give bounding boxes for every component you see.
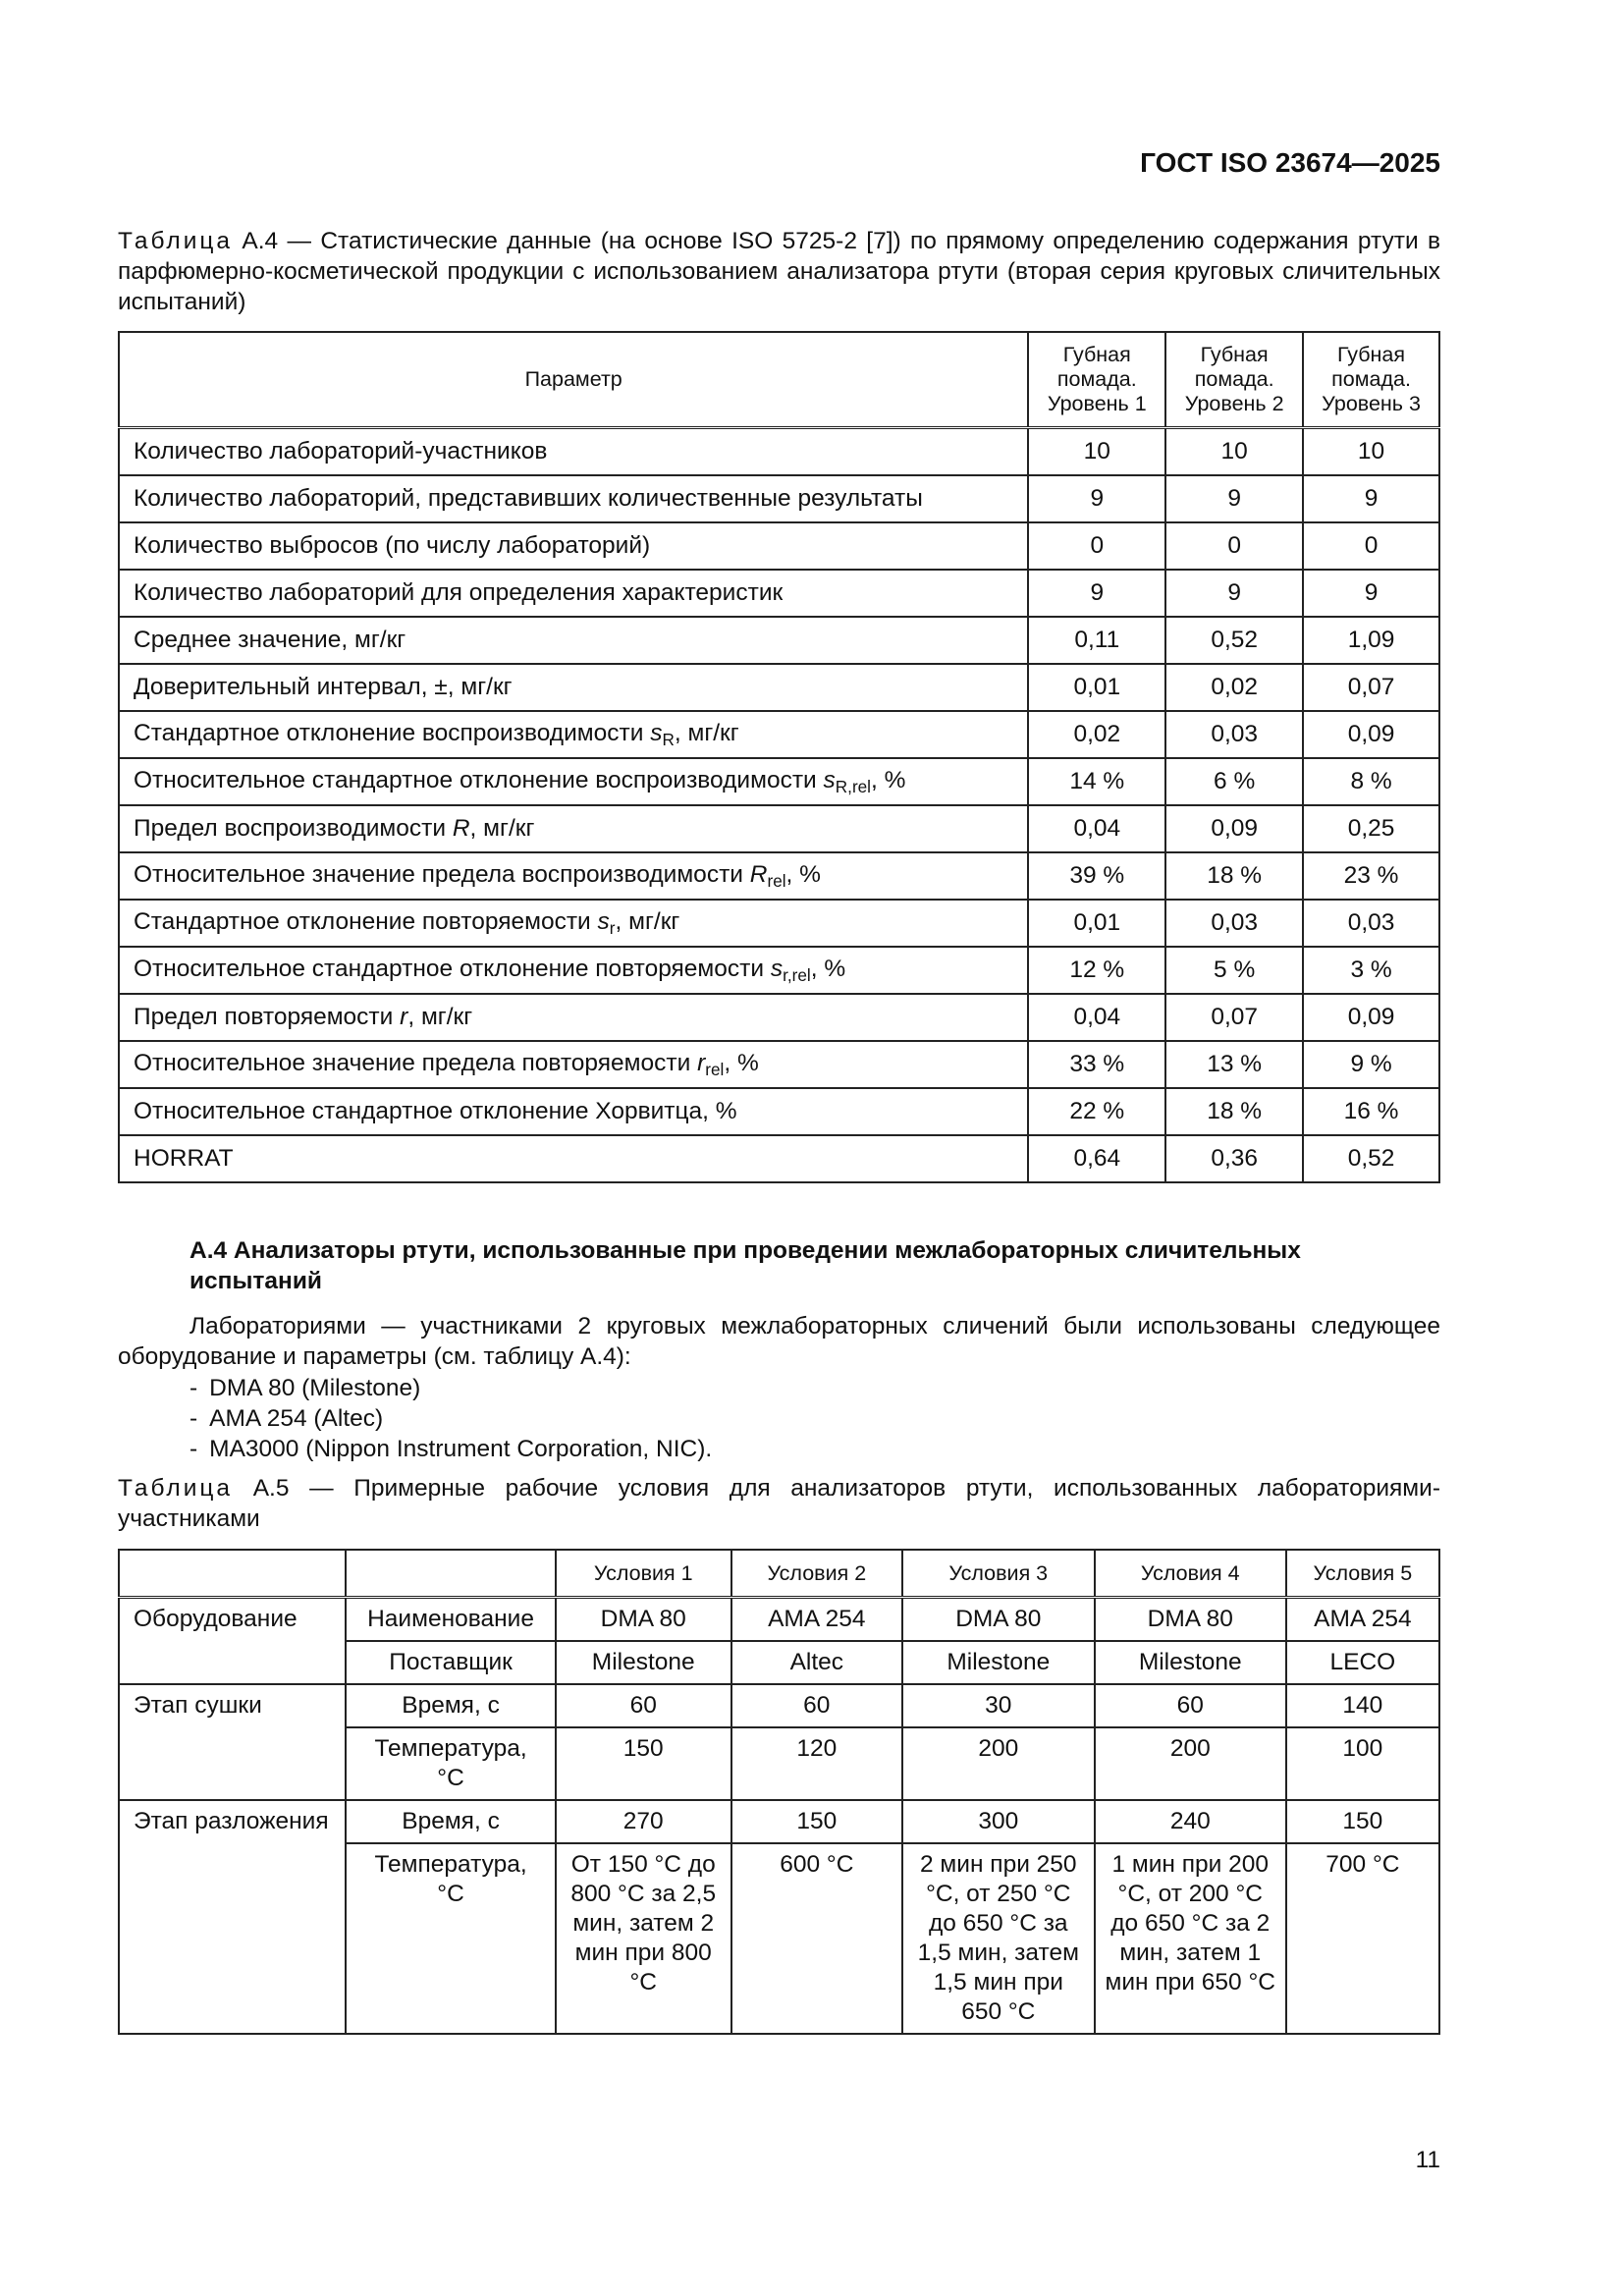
value-cell: 10 bbox=[1028, 428, 1165, 476]
table-row bbox=[119, 1598, 1439, 1642]
parameter-text: Предел повторяемости bbox=[134, 1004, 401, 1030]
value-cell: 0,04 bbox=[1028, 994, 1165, 1041]
value-cell: 10 bbox=[1165, 428, 1303, 476]
row-label-name: Наименование bbox=[346, 1598, 555, 1642]
parameter-cell bbox=[119, 994, 1028, 1041]
value-cell: 0,01 bbox=[1028, 900, 1165, 947]
table-cell: DMA 80 bbox=[902, 1598, 1095, 1642]
parameter-unit: , % bbox=[871, 766, 906, 793]
table-row bbox=[119, 570, 1439, 617]
value-cell: 5 % bbox=[1165, 947, 1303, 994]
section-paragraph: Лабораториями — участниками 2 круговых межлабораторных сличений были использованы следующее оборудование и параметры (см. таблицу А.4): bbox=[118, 1313, 1440, 1370]
parameter-cell: Количество лабораторий-участников bbox=[119, 428, 1028, 476]
symbol: R bbox=[452, 815, 470, 842]
empty-header-cell bbox=[119, 1550, 346, 1598]
parameter-text: Относительное стандартное отклонение воспроизводимости bbox=[134, 766, 824, 793]
table-cell: 150 bbox=[731, 1800, 902, 1843]
table-cell: 120 bbox=[731, 1727, 902, 1800]
parameter-text: Стандартное отклонение повторяемости bbox=[134, 907, 598, 935]
parameter-cell: Количество лабораторий для определения характеристик bbox=[119, 570, 1028, 617]
table-cell: 200 bbox=[1095, 1727, 1286, 1800]
table-cell: 60 bbox=[731, 1684, 902, 1727]
parameter-cell bbox=[119, 805, 1028, 852]
symbol-subscript: rel bbox=[705, 1059, 725, 1079]
value-cell: 0,52 bbox=[1165, 617, 1303, 664]
table-cell: 1 мин при 200 °С, от 200 °С до 650 °С за 2 мин, затем 1 мин при 650 °С bbox=[1095, 1843, 1286, 2034]
symbol-subscript: R bbox=[662, 729, 675, 749]
parameter-cell: HORRAT bbox=[119, 1135, 1028, 1182]
table-cell: LECO bbox=[1286, 1641, 1439, 1684]
value-cell: 3 % bbox=[1303, 947, 1439, 994]
parameter-cell bbox=[119, 947, 1028, 994]
table-cell: 600 °С bbox=[731, 1843, 902, 2034]
parameter-unit: , % bbox=[785, 860, 821, 888]
table-cell: DMA 80 bbox=[556, 1598, 731, 1642]
table-row bbox=[119, 947, 1439, 994]
table-cell: 300 bbox=[902, 1800, 1095, 1843]
table-cell: Altec bbox=[731, 1641, 902, 1684]
value-cell: 0,09 bbox=[1165, 805, 1303, 852]
table-cell: От 150 °С до 800 °С за 2,5 мин, затем 2 мин при 800 °С bbox=[556, 1843, 731, 2034]
table-row bbox=[119, 994, 1439, 1041]
symbol-subscript: R,rel bbox=[835, 776, 871, 796]
table-row bbox=[119, 805, 1439, 852]
document-header: ГОСТ ISO 23674—2025 bbox=[1140, 147, 1440, 178]
parameter-cell: Количество выбросов (по числу лабораторий) bbox=[119, 522, 1028, 570]
symbol: r bbox=[400, 1004, 408, 1030]
row-label-supplier: Поставщик bbox=[346, 1641, 555, 1684]
symbol: s bbox=[770, 955, 784, 982]
value-cell: 0,04 bbox=[1028, 805, 1165, 852]
column-header-level-2: Губная помада. Уровень 2 bbox=[1165, 332, 1303, 428]
table-cell: Milestone bbox=[556, 1641, 731, 1684]
table-cell: AMA 254 bbox=[1286, 1598, 1439, 1642]
table-row bbox=[119, 428, 1439, 476]
value-cell: 9 bbox=[1303, 570, 1439, 617]
value-cell: 9 bbox=[1028, 475, 1165, 522]
parameter-text: Стандартное отклонение воспроизводимости bbox=[134, 719, 651, 746]
value-cell: 22 % bbox=[1028, 1088, 1165, 1135]
column-header-conditions-1: Условия 1 bbox=[556, 1550, 731, 1598]
table-row bbox=[119, 1684, 1439, 1727]
value-cell: 6 % bbox=[1165, 758, 1303, 805]
parameter-cell: Среднее значение, мг/кг bbox=[119, 617, 1028, 664]
table-row bbox=[119, 617, 1439, 664]
value-cell: 0,02 bbox=[1028, 711, 1165, 758]
symbol: r bbox=[697, 1049, 706, 1076]
equipment-list bbox=[189, 1373, 712, 1464]
parameter-unit: , % bbox=[810, 955, 846, 982]
value-cell: 10 bbox=[1303, 428, 1439, 476]
parameter-text: Относительное стандартное отклонение повторяемости bbox=[134, 955, 771, 982]
table-row bbox=[119, 852, 1439, 900]
value-cell: 0,03 bbox=[1303, 900, 1439, 947]
column-header-conditions-5: Условия 5 bbox=[1286, 1550, 1439, 1598]
table-row bbox=[119, 664, 1439, 711]
table-cell: Milestone bbox=[1095, 1641, 1286, 1684]
table-cell: AMA 254 bbox=[731, 1598, 902, 1642]
row-group-equipment: Оборудование bbox=[119, 1598, 346, 1685]
empty-header-cell bbox=[346, 1550, 555, 1598]
table-cell: 140 bbox=[1286, 1684, 1439, 1727]
table-row bbox=[119, 1800, 1439, 1843]
column-header-conditions-3: Условия 3 bbox=[902, 1550, 1095, 1598]
table-cell: 270 bbox=[556, 1800, 731, 1843]
symbol-subscript: rel bbox=[767, 870, 786, 891]
table-row bbox=[119, 711, 1439, 758]
parameter-unit: , мг/кг bbox=[469, 815, 535, 842]
symbol: s bbox=[650, 719, 663, 746]
parameter-text: Относительное значение предела повторяемости bbox=[134, 1049, 698, 1076]
parameter-cell: Доверительный интервал, ±, мг/кг bbox=[119, 664, 1028, 711]
value-cell: 0 bbox=[1303, 522, 1439, 570]
value-cell: 33 % bbox=[1028, 1041, 1165, 1088]
parameter-unit: , мг/кг bbox=[407, 1004, 473, 1030]
column-header-conditions-2: Условия 2 bbox=[731, 1550, 902, 1598]
value-cell: 23 % bbox=[1303, 852, 1439, 900]
value-cell: 0,64 bbox=[1028, 1135, 1165, 1182]
value-cell: 0,52 bbox=[1303, 1135, 1439, 1182]
value-cell: 0 bbox=[1165, 522, 1303, 570]
symbol: s bbox=[823, 766, 836, 793]
row-label-temperature: Температура, °С bbox=[346, 1727, 555, 1800]
symbol: R bbox=[749, 860, 768, 888]
parameter-cell: Количество лабораторий, представивших количественные результаты bbox=[119, 475, 1028, 522]
parameter-text: Предел воспроизводимости bbox=[134, 815, 453, 842]
value-cell: 0,25 bbox=[1303, 805, 1439, 852]
value-cell: 14 % bbox=[1028, 758, 1165, 805]
table-a5 bbox=[118, 1549, 1440, 2035]
value-cell: 39 % bbox=[1028, 852, 1165, 900]
table-a4-caption: Таблица А.4 — Статистические данные (на основе ISO 5725-2 [7]) по прямому определению содержания ртути в парфюмерно-косметической продукции с использованием анализатора ртути (вторая серия круговых сличительных испытаний) bbox=[118, 228, 1440, 315]
list-item: - DMA 80 (Milestone) bbox=[189, 1373, 712, 1403]
list-item: - MA3000 (Nippon Instrument Corporation, NIC). bbox=[189, 1434, 712, 1464]
parameter-cell bbox=[119, 1041, 1028, 1088]
table-cell: 700 °С bbox=[1286, 1843, 1439, 2034]
value-cell: 9 bbox=[1165, 570, 1303, 617]
row-group-drying: Этап сушки bbox=[119, 1684, 346, 1800]
row-label-time: Время, с bbox=[346, 1684, 555, 1727]
value-cell: 0,03 bbox=[1165, 900, 1303, 947]
table-cell: DMA 80 bbox=[1095, 1598, 1286, 1642]
parameter-cell bbox=[119, 758, 1028, 805]
value-cell: 0,01 bbox=[1028, 664, 1165, 711]
parameter-text: Относительное значение предела воспроизводимости bbox=[134, 860, 750, 888]
parameter-unit: , % bbox=[724, 1049, 759, 1076]
value-cell: 13 % bbox=[1165, 1041, 1303, 1088]
table-row bbox=[119, 1088, 1439, 1135]
value-cell: 9 bbox=[1303, 475, 1439, 522]
table-row bbox=[119, 758, 1439, 805]
value-cell: 18 % bbox=[1165, 1088, 1303, 1135]
value-cell: 0,02 bbox=[1165, 664, 1303, 711]
table-cell: 150 bbox=[1286, 1800, 1439, 1843]
table-cell: 100 bbox=[1286, 1727, 1439, 1800]
table-cell: 240 bbox=[1095, 1800, 1286, 1843]
list-item: - AMA 254 (Altec) bbox=[189, 1403, 712, 1434]
table-cell: 150 bbox=[556, 1727, 731, 1800]
row-label-temperature: Температура, °С bbox=[346, 1843, 555, 2034]
symbol-subscript: r,rel bbox=[783, 964, 811, 985]
parameter-unit: , мг/кг bbox=[674, 719, 739, 746]
column-header-conditions-4: Условия 4 bbox=[1095, 1550, 1286, 1598]
parameter-cell: Относительное стандартное отклонение Хорвитца, % bbox=[119, 1088, 1028, 1135]
parameter-cell bbox=[119, 852, 1028, 900]
value-cell: 18 % bbox=[1165, 852, 1303, 900]
value-cell: 9 bbox=[1165, 475, 1303, 522]
value-cell: 9 % bbox=[1303, 1041, 1439, 1088]
table-cell: 200 bbox=[902, 1727, 1095, 1800]
value-cell: 8 % bbox=[1303, 758, 1439, 805]
table-row bbox=[119, 522, 1439, 570]
parameter-unit: , мг/кг bbox=[615, 907, 680, 935]
table-row bbox=[119, 475, 1439, 522]
table-cell: 30 bbox=[902, 1684, 1095, 1727]
value-cell: 0 bbox=[1028, 522, 1165, 570]
symbol: s bbox=[597, 907, 610, 935]
value-cell: 1,09 bbox=[1303, 617, 1439, 664]
value-cell: 0,07 bbox=[1165, 994, 1303, 1041]
parameter-cell bbox=[119, 900, 1028, 947]
value-cell: 0,07 bbox=[1303, 664, 1439, 711]
column-header-level-3: Губная помада. Уровень 3 bbox=[1303, 332, 1439, 428]
value-cell: 12 % bbox=[1028, 947, 1165, 994]
value-cell: 0,09 bbox=[1303, 994, 1439, 1041]
value-cell: 0,11 bbox=[1028, 617, 1165, 664]
value-cell: 16 % bbox=[1303, 1088, 1439, 1135]
table-cell: 60 bbox=[1095, 1684, 1286, 1727]
table-a5-caption: Таблица А.5 — Примерные рабочие условия для анализаторов ртути, использованных лабораториями-участниками bbox=[118, 1475, 1440, 1532]
table-cell: 60 bbox=[556, 1684, 731, 1727]
table-row bbox=[119, 900, 1439, 947]
value-cell: 0,36 bbox=[1165, 1135, 1303, 1182]
table-row bbox=[119, 1135, 1439, 1182]
column-header-level-1: Губная помада. Уровень 1 bbox=[1028, 332, 1165, 428]
value-cell: 0,09 bbox=[1303, 711, 1439, 758]
value-cell: 0,03 bbox=[1165, 711, 1303, 758]
table-a4 bbox=[118, 331, 1440, 1183]
row-group-decomposition: Этап разложения bbox=[119, 1800, 346, 2034]
section-title: А.4 Анализаторы ртути, использованные при проведении межлабораторных сличительных испытаний bbox=[189, 1237, 1301, 1294]
table-cell: 2 мин при 250 °С, от 250 °С до 650 °С за 1,5 мин, затем 1,5 мин при 650 °С bbox=[902, 1843, 1095, 2034]
symbol-subscript: r bbox=[609, 917, 616, 938]
table-cell: Milestone bbox=[902, 1641, 1095, 1684]
column-header-parameter: Параметр bbox=[119, 332, 1028, 428]
value-cell: 9 bbox=[1028, 570, 1165, 617]
row-label-time: Время, с bbox=[346, 1800, 555, 1843]
page-number: 11 bbox=[1415, 2147, 1440, 2173]
table-row bbox=[119, 1041, 1439, 1088]
parameter-cell bbox=[119, 711, 1028, 758]
